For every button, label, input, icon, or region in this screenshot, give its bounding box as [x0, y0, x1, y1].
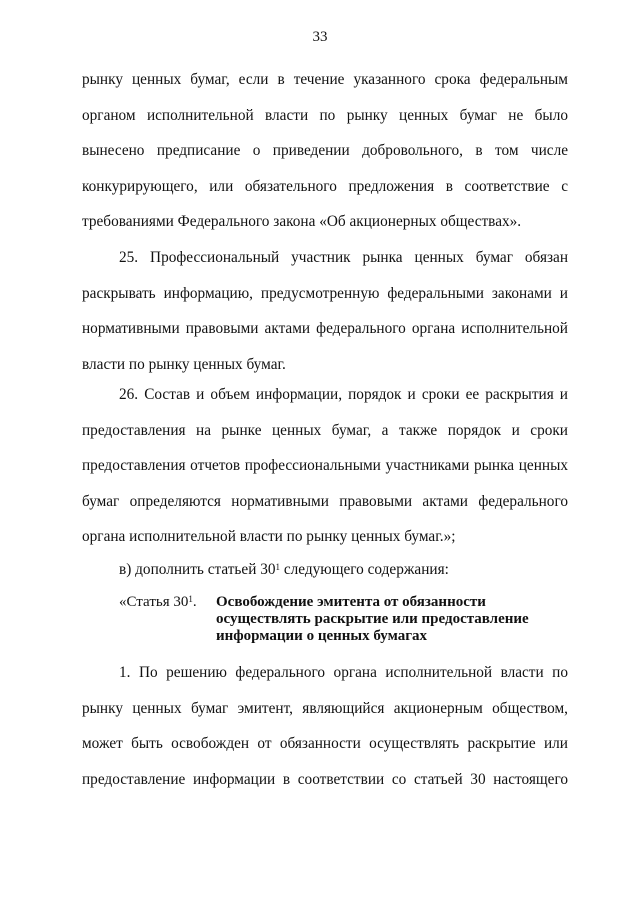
amendment-text-after: следующего содержания:	[280, 561, 449, 578]
amendment-text-before: в) дополнить статьей 30	[119, 561, 276, 578]
paragraph-26: 26. Состав и объем информации, порядок и сроки ее раскрытия и предоставления на рынке ценных бумаг, а также порядок и сроки предоставления отчетов профессиональными участниками рынка ценных бумаг определяются нормативными правовыми актами федерального органа исполнительной власти по рынку ценных бумаг.»;	[82, 386, 568, 546]
amendment-superscript: 1	[275, 562, 281, 572]
article-superscript: 1	[188, 594, 193, 604]
article-title: Освобождение эмитента от обязанности осуществлять раскрытие или предоставление информации о ценных бумагах	[216, 594, 529, 644]
article-prefix	[119, 594, 197, 611]
article-label-end: .	[192, 594, 197, 610]
continuation-paragraph: рынку ценных бумаг, если в течение указанного срока федеральным органом исполнительной власти по рынку ценных бумаг не было вынесено предписание о приведении добровольного, в том числе конкурирующего, или обязательного предложения в соответствие с требованиями Федерального закона «Об акционерных обществах».	[82, 71, 568, 231]
paragraph-25: 25. Профессиональный участник рынка ценных бумаг обязан раскрывать информацию, предусмотренную федеральными законами и нормативными правовыми актами федерального органа исполнительной власти по рынку ценных бумаг.	[82, 249, 568, 373]
paragraph-1: 1. По решению федерального органа исполнительной власти по рынку ценных бумаг эмитент, являющийся акционерным обществом, может быть освобожден от обязанности осуществлять раскрытие или предоставление информации в соответствии со статьей 30 настоящего	[82, 664, 568, 788]
page-number: 33	[312, 29, 328, 45]
amendment-line	[119, 560, 605, 580]
article-label: «Статья 30	[119, 594, 189, 610]
